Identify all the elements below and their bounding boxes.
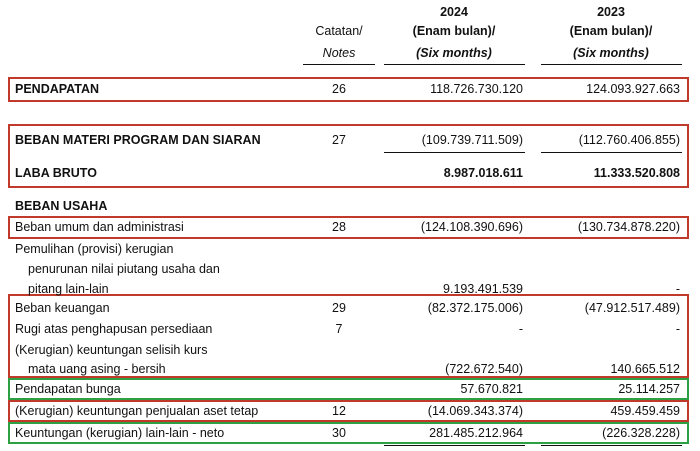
notes-header-underline	[303, 64, 375, 65]
row-pendapatan-2024: 118.726.730.120	[430, 82, 523, 96]
row-laba-bruto-2024: 8.987.018.611	[443, 166, 523, 180]
row-pendapatan-label: PENDAPATAN	[15, 82, 100, 96]
row-beban-materi-2024: (109.739.711.509)	[421, 133, 523, 147]
row-pendapatan-note: 26	[332, 82, 346, 96]
row-pendapatan-bunga-label: Pendapatan bunga	[15, 382, 121, 396]
col-2024-year: 2024	[440, 5, 468, 19]
row-penjualan-aset-label: (Kerugian) keuntungan penjualan aset tetap	[15, 404, 259, 418]
row-rugi-persediaan-2024: -	[518, 322, 523, 336]
row-pemulihan-line2: penurunan nilai piutang usaha dan	[28, 262, 220, 276]
col-2023-period-en: (Six months)	[573, 46, 649, 60]
row-pemulihan-line1: Pemulihan (provisi) kerugian	[15, 242, 174, 256]
row-beban-keuangan-2024: (82.372.175.006)	[427, 301, 523, 315]
row-rugi-persediaan-note: 7	[335, 322, 343, 336]
row-penjualan-aset-2024: (14.069.343.374)	[427, 404, 523, 418]
col-2024-period-en: (Six months)	[416, 46, 492, 60]
row-lain-lain-note: 30	[332, 426, 346, 440]
row-selisih-kurs-line1: (Kerugian) keuntungan selisih kurs	[15, 343, 208, 357]
row-beban-materi-note: 27	[332, 133, 346, 147]
row-rugi-persediaan-label: Rugi atas penghapusan persediaan	[15, 322, 213, 336]
row-pendapatan-bunga-2023: 25.114.257	[618, 382, 680, 396]
col-2024-underline	[384, 64, 525, 65]
row-selisih-kurs-2023: 140.665.512	[610, 362, 680, 376]
row-pemulihan-2024: 9.193.491.539	[443, 282, 523, 296]
row-lain-lain-label: Keuntungan (kerugian) lain-lain - neto	[15, 426, 225, 440]
total-line-2023	[541, 445, 682, 446]
row-penjualan-aset-note: 12	[332, 404, 346, 418]
row-penjualan-aset-2023: 459.459.459	[610, 404, 680, 418]
notes-header-line1: Catatan/	[315, 24, 363, 38]
row-pendapatan-bunga-2024: 57.670.821	[460, 382, 523, 396]
row-beban-umum-2023: (130.734.878.220)	[577, 220, 680, 234]
col-2023-period: (Enam bulan)/	[569, 24, 653, 38]
row-laba-bruto-label: LABA BRUTO	[15, 166, 97, 180]
row-selisih-kurs-2024: (722.672.540)	[445, 362, 523, 376]
row-rugi-persediaan-2023: -	[675, 322, 680, 336]
row-lain-lain-2023: (226.328.228)	[602, 426, 680, 440]
col-2023-underline	[541, 64, 682, 65]
row-pemulihan-line3: pitang lain-lain	[28, 282, 109, 296]
row-beban-keuangan-note: 29	[332, 301, 346, 315]
row-laba-bruto-2023: 11.333.520.808	[593, 166, 680, 180]
row-pendapatan-2023: 124.093.927.663	[586, 82, 680, 96]
col-2024-period: (Enam bulan)/	[412, 24, 496, 38]
row-selisih-kurs-line2: mata uang asing - bersih	[28, 362, 166, 376]
row-beban-keuangan-label: Beban keuangan	[15, 301, 110, 315]
row-beban-keuangan-2023: (47.912.517.489)	[584, 301, 680, 315]
col-2023-year: 2023	[597, 5, 625, 19]
notes-header-line2: Notes	[322, 46, 356, 60]
row-beban-umum-label: Beban umum dan administrasi	[15, 220, 184, 234]
row-pemulihan-2023: -	[675, 282, 680, 296]
row-lain-lain-2024: 281.485.212.964	[429, 426, 523, 440]
row-beban-umum-2024: (124.108.390.696)	[420, 220, 523, 234]
total-line-2024	[384, 445, 525, 446]
subtotal-line-2024	[384, 152, 525, 153]
row-beban-materi-2023: (112.760.406.855)	[578, 133, 680, 147]
subtotal-line-2023	[541, 152, 682, 153]
section-beban-usaha: BEBAN USAHA	[15, 199, 108, 213]
row-beban-umum-note: 28	[332, 220, 346, 234]
row-beban-materi-label: BEBAN MATERI PROGRAM DAN SIARAN	[15, 133, 261, 147]
